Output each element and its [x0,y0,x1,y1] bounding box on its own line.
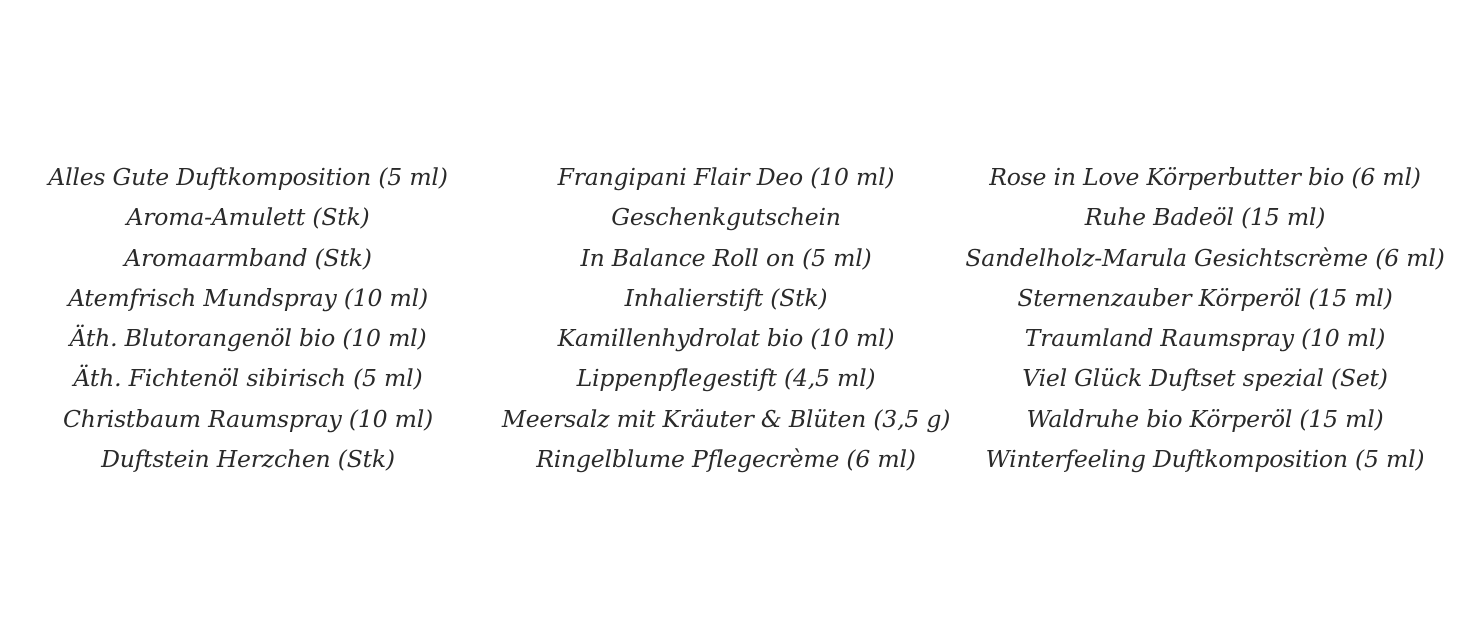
product-item: Atemfrisch Mundspray (10 ml) [68,283,428,312]
product-item: Lippenpflegestift (4,5 ml) [576,364,876,393]
product-item: Sandelholz-Marula Gesichtscrème (6 ml) [965,243,1445,272]
product-item: Duftstein Herzchen (Stk) [101,445,395,474]
product-item: Waldruhe bio Körperöl (15 ml) [1026,404,1384,433]
product-item: Kamillenhydrolat bio (10 ml) [557,324,895,353]
product-item: Aromaarmband (Stk) [124,243,372,272]
product-item: Frangipani Flair Deo (10 ml) [557,163,895,191]
product-item: Winterfeeling Duftkomposition (5 ml) [985,445,1425,474]
product-item: Ruhe Badeöl (15 ml) [1084,203,1326,232]
product-item: Viel Glück Duftset spezial (Set) [1022,364,1388,393]
product-item: Ringelblume Pflegecrème (6 ml) [536,445,916,474]
product-item: Aroma-Amulett (Stk) [126,203,370,232]
product-item: Meersalz mit Kräuter & Blüten (3,5 g) [501,404,951,433]
product-item: Äth. Fichtenöl sibirisch (5 ml) [73,364,423,393]
product-column-3 [955,157,1455,479]
product-item: Alles Gute Duftkomposition (5 ml) [48,163,448,191]
product-item: Äth. Blutorangenöl bio (10 ml) [69,324,427,353]
product-item: Rose in Love Körperbutter bio (6 ml) [989,163,1421,191]
product-column-1 [0,157,498,479]
product-item: Geschenkgutschein [611,203,841,232]
product-item: Sternenzauber Körperöl (15 ml) [1017,283,1393,312]
product-item: Traumland Raumspray (10 ml) [1024,324,1386,353]
product-item: Inhalierstift (Stk) [624,283,828,312]
product-item: Christbaum Raumspray (10 ml) [63,404,433,433]
product-item: In Balance Roll on (5 ml) [580,243,872,272]
product-column-2 [476,157,976,479]
